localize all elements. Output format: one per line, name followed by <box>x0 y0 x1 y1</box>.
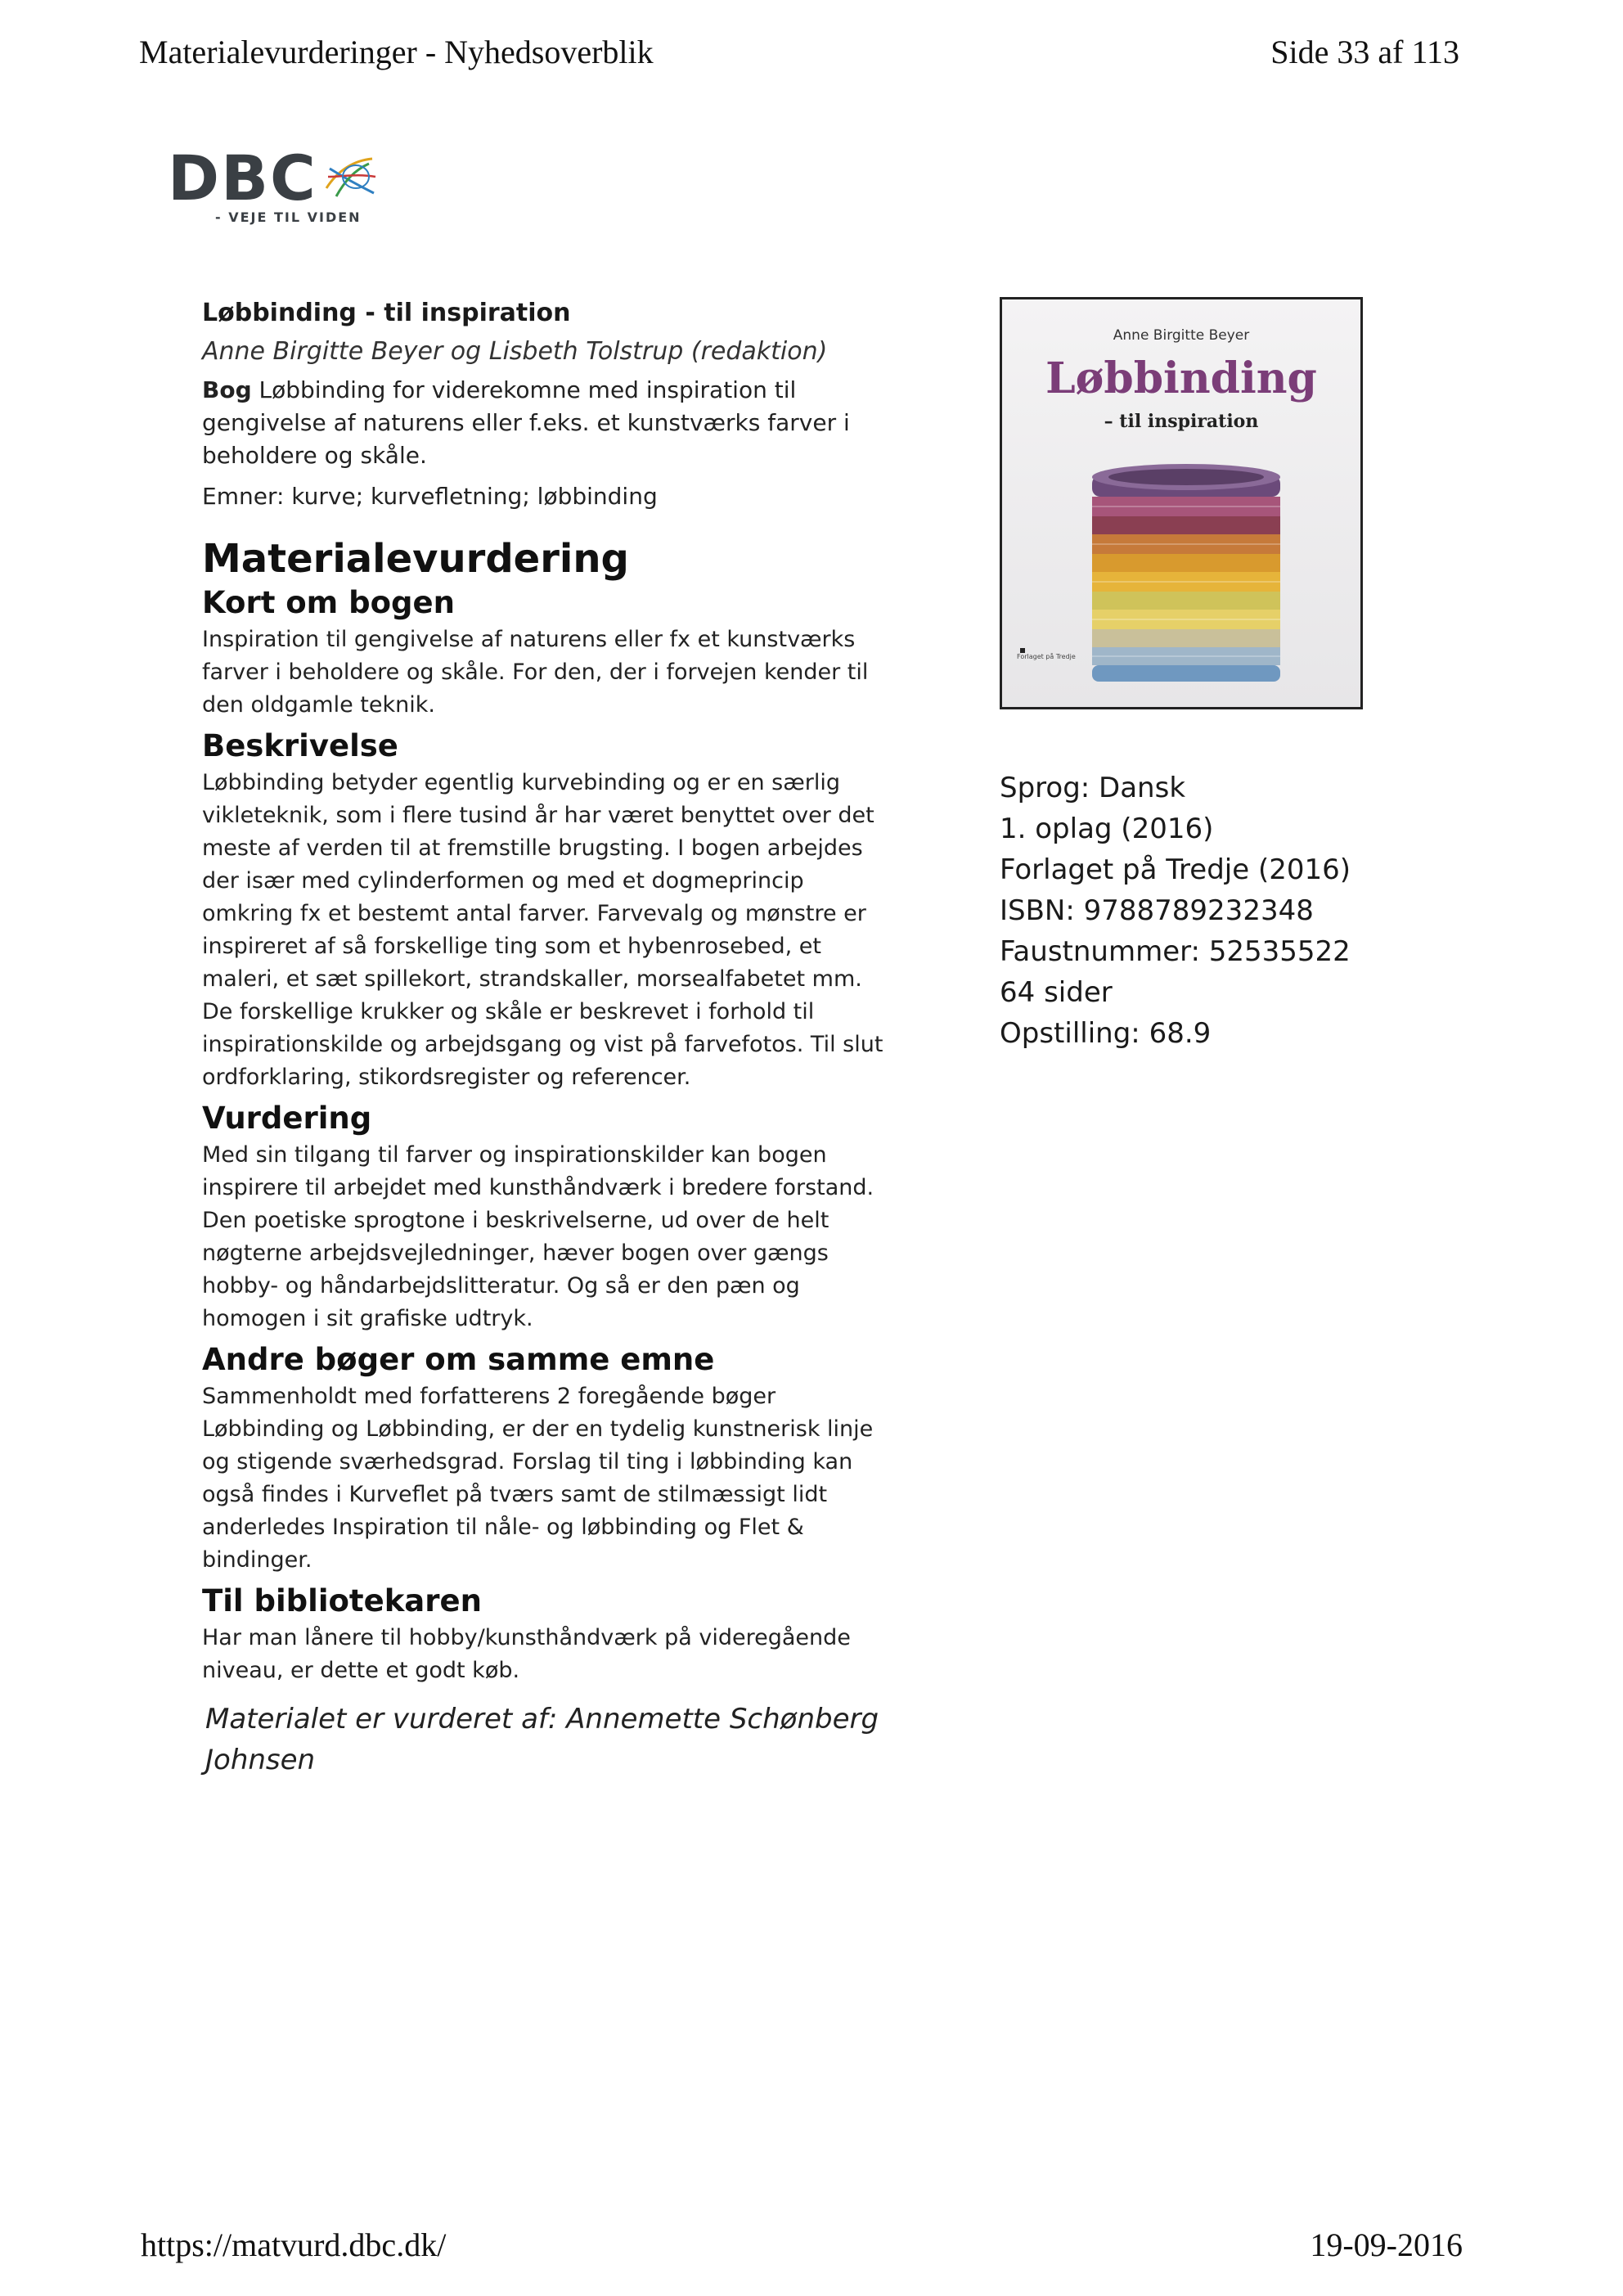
meta-language: Sprog: Dansk <box>1000 772 1186 804</box>
footer-date: 19-09-2016 <box>1310 2226 1463 2263</box>
logo-wordmark: DBC <box>168 142 317 214</box>
page-number: Side 33 af 113 <box>1270 34 1459 70</box>
meta-publisher: Forlaget på Tredje (2016) <box>1000 853 1351 886</box>
section-text-andre-boeger: Sammenholdt med forfatterens 2 foregående bøger Løbbinding og Løbbinding, er der en tydelig kunstnerisk linje og stigende sværhedsgrad. Forslag til ting i løbbinding kan også findes i Kurveflet på tværs samt de stilmæssigt lidt anderledes Inspiration til nåle- og løbbinding og Flet & bindinger. <box>202 1384 874 1573</box>
section-heading-kort-om-bogen: Kort om bogen <box>202 585 455 620</box>
logo-globe-icon <box>321 152 379 201</box>
section-heading-beskrivelse: Beskrivelse <box>202 728 398 763</box>
review-content <box>202 299 889 1781</box>
book-title: Løbbinding - til inspiration <box>202 299 571 327</box>
bibliographic-details <box>1000 768 1458 1054</box>
basket-photo <box>1084 459 1288 696</box>
material-type-label: Bog <box>202 376 252 403</box>
description-text: Løbbinding for viderekomne med inspiration til gengivelse af naturens eller f.eks. et kunstværks farver i beholdere og skåle. <box>202 376 850 469</box>
meta-pages: 64 sider <box>1000 976 1113 1009</box>
page-header-title: Materialevurderinger - Nyhedsoverblik <box>139 34 654 70</box>
cover-publisher: Forlaget på Tredje <box>1017 653 1076 660</box>
meta-isbn: ISBN: 9788789232348 <box>1000 894 1314 927</box>
meta-faustnummer: Faustnummer: 52535522 <box>1000 935 1351 968</box>
footer-url: https://matvurd.dbc.dk/ <box>141 2226 447 2263</box>
logo-tagline: - VEJE TIL VIDEN <box>215 209 362 225</box>
signature-line-2: Johnsen <box>205 1744 316 1776</box>
book-description <box>202 374 889 472</box>
meta-edition: 1. oplag (2016) <box>1000 813 1214 845</box>
signature-line-1: Materialet er vurderet af: Annemette Schønberg <box>205 1703 879 1736</box>
section-text-vurdering: Med sin tilgang til farver og inspirationskilder kan bogen inspirere til arbejdet med kunsthåndværk i bredere forstand. Den poetiske sprogtone i beskrivelserne, ud over de helt nøgterne arbejdsvejledninger, hæver bogen over gængs hobby- og håndarbejdslitteratur. Og så er den pæn og homogen i sit grafiske udtryk. <box>202 1142 874 1331</box>
section-heading-vurdering: Vurdering <box>202 1101 372 1136</box>
review-heading: Materialevurdering <box>202 536 629 582</box>
cover-title: Løbbinding <box>1045 353 1317 403</box>
section-text-til-bibliotekaren: Har man lånere til hobby/kunsthåndværk på videregående niveau, er dette et godt køb. <box>202 1625 851 1683</box>
reviewer-signature <box>205 1699 889 1781</box>
section-text-kort-om-bogen: Inspiration til gengivelse af naturens eller fx et kunstværks farver i beholdere og skåle. For den, der i forvejen kender til den oldgamle teknik. <box>202 627 869 718</box>
section-heading-andre-boeger: Andre bøger om samme emne <box>202 1342 715 1377</box>
book-authors: Anne Birgitte Beyer og Lisbeth Tolstrup (redaktion) <box>202 337 828 366</box>
dbc-logo <box>168 142 389 229</box>
cover-subtitle: – til inspiration <box>1104 411 1259 432</box>
book-subjects: Emner: kurve; kurvefletning; løbbinding <box>202 483 658 510</box>
section-heading-til-bibliotekaren: Til bibliotekaren <box>202 1583 482 1618</box>
book-cover-image <box>1000 297 1363 709</box>
cover-author: Anne Birgitte Beyer <box>1113 327 1250 344</box>
meta-shelving: Opstilling: 68.9 <box>1000 1017 1212 1050</box>
section-text-beskrivelse: Løbbinding betyder egentlig kurvebinding og er en særlig vikleteknik, som i flere tusind år har været benyttet over det meste af verden til at fremstille brugsting. I bogen arbejdes der især med cylinderformen og med et dogmeprincip omkring fx et bestemt antal farver. Farvevalg og mønstre er inspireret af så forskellige ting som et hybenrosebed, et maleri, et sæt spillekort, strandskaller, morsealfabetet mm. De forskellige krukker og skåle er beskrevet i forhold til inspirationskilde og arbejdsgang og vist på farvefotos. Til slut ordforklaring, stikordsregister og referencer. <box>202 770 883 1090</box>
